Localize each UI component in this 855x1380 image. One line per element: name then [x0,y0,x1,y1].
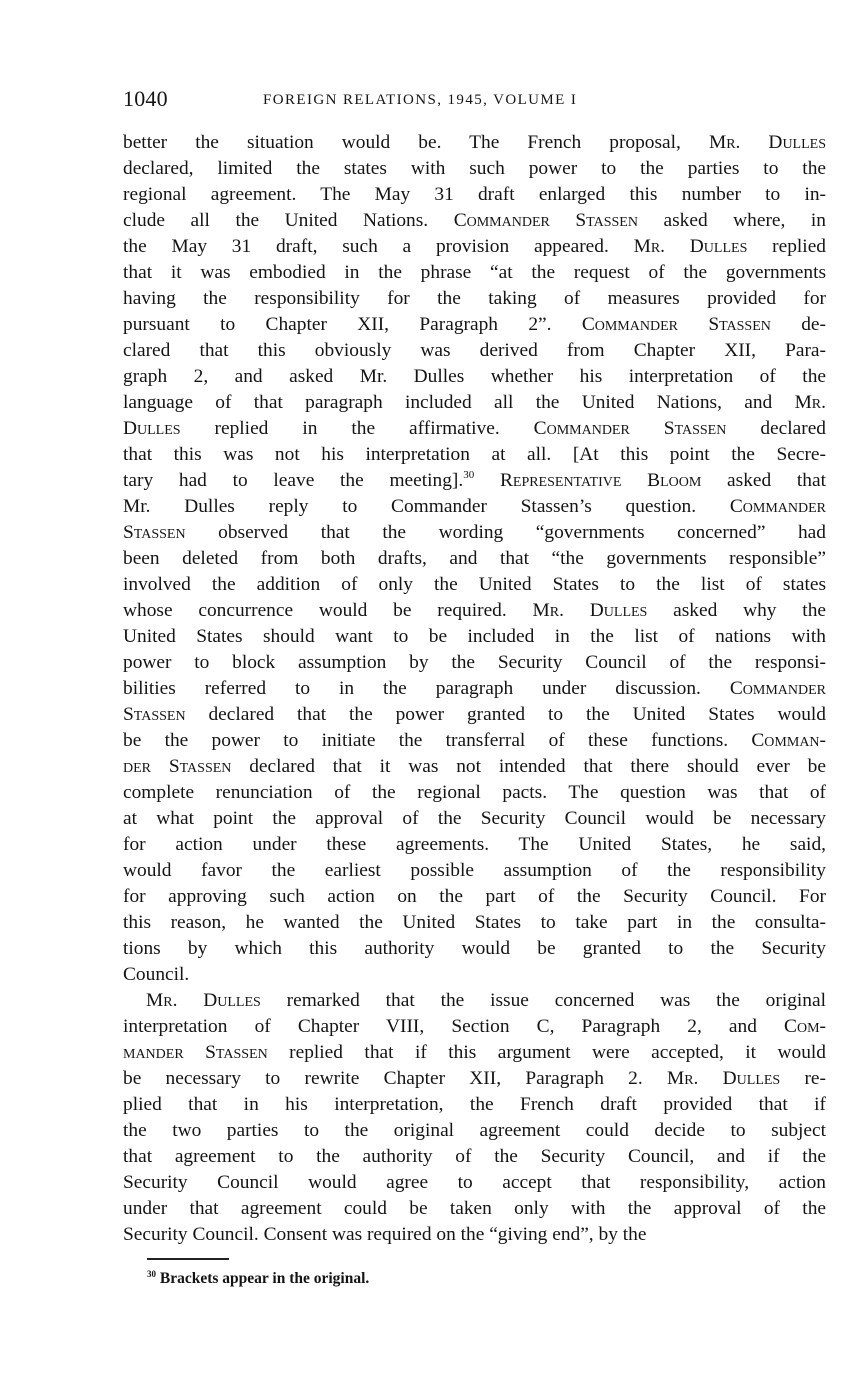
text-segment: complete renunciation of the regional pacts. The question was that of [123,782,826,803]
footnote-reference: 30 [463,469,475,481]
text-segment: that it was embodied in the phrase “at the request of the governments [123,262,826,283]
text-line [123,1144,826,1170]
text-segment: remarked that the issue concerned was the original [260,990,826,1011]
footnote-rule [147,1258,229,1260]
speaker-name: Commander Stassen [533,418,727,439]
text-line [123,156,826,182]
text-line [123,572,826,598]
text-segment: replied in the affirmative. [180,418,534,439]
text-line [123,1014,826,1040]
speaker-name: Com- [784,1016,826,1037]
speaker-name: Commander Stassen [453,210,638,231]
text-segment: pursuant to Chapter XII, Paragraph 2”. [123,314,582,335]
body-paragraph-1 [123,130,826,988]
text-segment: at what point the approval of the Security Council would be necessary [123,808,826,829]
text-segment: United States should want to be included in the list of nations with [123,626,826,647]
speaker-name: Mr. Dulles [532,600,648,621]
text-line [123,286,826,312]
text-segment: Mr. Dulles reply to Commander Stassen’s question. [123,496,730,517]
speaker-name: Mr. Dulles [633,236,748,257]
text-segment: whose concurrence would be required. [123,600,533,621]
speaker-name: Mr. Dulles [146,990,261,1011]
text-line [123,130,826,156]
text-segment: under that agreement could be taken only with the approval of the [123,1198,826,1219]
text-line [123,312,826,338]
text-segment: interpretation of Chapter VIII, Section C, Paragraph 2, and [123,1016,785,1037]
footnote [147,1268,369,1290]
page-number: 1040 [123,86,168,111]
text-segment: be the power to initiate the transferral of these functions. [123,730,752,751]
text-segment: for action under these agreements. The United States, he said, [123,834,826,855]
text-segment: would favor the earliest possible assumption of the responsibility [123,860,826,881]
text-segment: Security Council. Consent was required on the “giving end”, by the [123,1224,647,1245]
footnote-mark: 30 [147,1269,156,1279]
text-line [123,1066,826,1092]
text-segment: replied that if this argument were accepted, it would [267,1042,826,1063]
text-segment: tions by which this authority would be granted to the Security [123,938,826,959]
speaker-name: Commander [729,678,826,699]
speaker-name: Mr. [794,392,826,413]
text-segment: be necessary to rewrite Chapter XII, Paragraph 2. [123,1068,667,1089]
text-line [123,1222,826,1248]
text-segment: better the situation would be. The French proposal, [123,132,709,153]
text-line [123,546,826,572]
text-segment: the two parties to the original agreement could decide to subject [123,1120,826,1141]
text-line [123,494,826,520]
speaker-name: Stassen [123,522,186,543]
text-line [123,884,826,910]
text-line [123,676,826,702]
text-segment: declared [726,418,826,439]
speaker-name: Stassen [123,704,186,725]
speaker-name: der Stassen [123,756,232,777]
text-line [123,182,826,208]
speaker-name: Mr. Dulles [666,1068,781,1089]
body-paragraph-2 [123,988,826,1248]
text-line [123,702,826,728]
text-segment: replied [747,236,826,257]
text-segment: this reason, he wanted the United States to take part in the consulta- [123,912,826,933]
text-line [123,1118,826,1144]
text-line [123,806,826,832]
text-segment [474,470,500,491]
text-segment: Council. [123,964,190,985]
text-segment: involved the addition of only the United States to the list of states [123,574,826,595]
text-line [123,1092,826,1118]
text-segment: clude all the United Nations. [123,210,454,231]
speaker-name: Mr. Dulles [708,132,826,153]
text-segment: been deleted from both drafts, and that “the governments responsible” [123,548,826,569]
text-line [123,338,826,364]
text-line [123,728,826,754]
text-line [123,208,826,234]
text-segment: declared, limited the states with such power to the parties to the [123,158,826,179]
speaker-name: Representative Bloom [499,470,702,491]
text-line [123,364,826,390]
text-segment: asked where, in [637,210,826,231]
text-segment: clared that this obviously was derived from Chapter XII, Para- [123,340,826,361]
text-line [123,390,826,416]
text-segment: for approving such action on the part of the Security Council. For [123,886,826,907]
text-segment: power to block assumption by the Security Council of the responsi- [123,652,826,673]
text-line [123,780,826,806]
text-segment: asked why the [647,600,826,621]
speaker-name: Commander Stassen [581,314,771,335]
text-segment: language of that paragraph included all the United Nations, and [123,392,795,413]
text-line [123,234,826,260]
text-segment: bilities referred to in the paragraph under discussion. [123,678,730,699]
text-line [123,936,826,962]
text-segment: de- [770,314,826,335]
text-line [123,598,826,624]
text-segment: re- [780,1068,826,1089]
text-segment: observed that the wording “governments concerned” had [185,522,826,543]
text-segment: declared that the power granted to the United States would [185,704,826,725]
text-segment: Security Council would agree to accept that responsibility, action [123,1172,826,1193]
text-line [123,1040,826,1066]
speaker-name: Commander [729,496,826,517]
text-line [123,832,826,858]
text-segment: the May 31 draft, such a provision appeared. [123,236,634,257]
text-line [123,520,826,546]
text-segment: plied that in his interpretation, the French draft provided that if [123,1094,826,1115]
text-line [123,1196,826,1222]
text-line [123,910,826,936]
text-line [123,468,826,494]
text-segment: regional agreement. The May 31 draft enlarged this number to in- [123,184,826,205]
text-segment: that agreement to the authority of the Security Council, and if the [123,1146,826,1167]
text-line [123,260,826,286]
text-line [123,650,826,676]
text-segment: having the responsibility for the taking of measures provided for [123,288,826,309]
text-segment: tary had to leave the meeting]. [123,470,464,491]
text-segment: graph 2, and asked Mr. Dulles whether his interpretation of the [123,366,826,387]
text-line [123,858,826,884]
running-head: FOREIGN RELATIONS, 1945, VOLUME I [263,92,578,108]
page-header [123,84,826,114]
text-line [123,442,826,468]
text-line [123,416,826,442]
speaker-name: Dulles [123,418,181,439]
text-line [123,988,826,1014]
text-line [123,624,826,650]
text-segment: declared that it was not intended that there should ever be [231,756,826,777]
footnote-text: Brackets appear in the original. [159,1270,370,1287]
text-segment: asked that [701,470,826,491]
speaker-name: mander Stassen [123,1042,268,1063]
text-line [123,754,826,780]
text-line [123,962,826,988]
document-page [123,84,826,1364]
text-line [123,1170,826,1196]
text-segment: that this was not his interpretation at all. [At this point the Secre- [123,444,826,465]
speaker-name: Comman- [751,730,826,751]
